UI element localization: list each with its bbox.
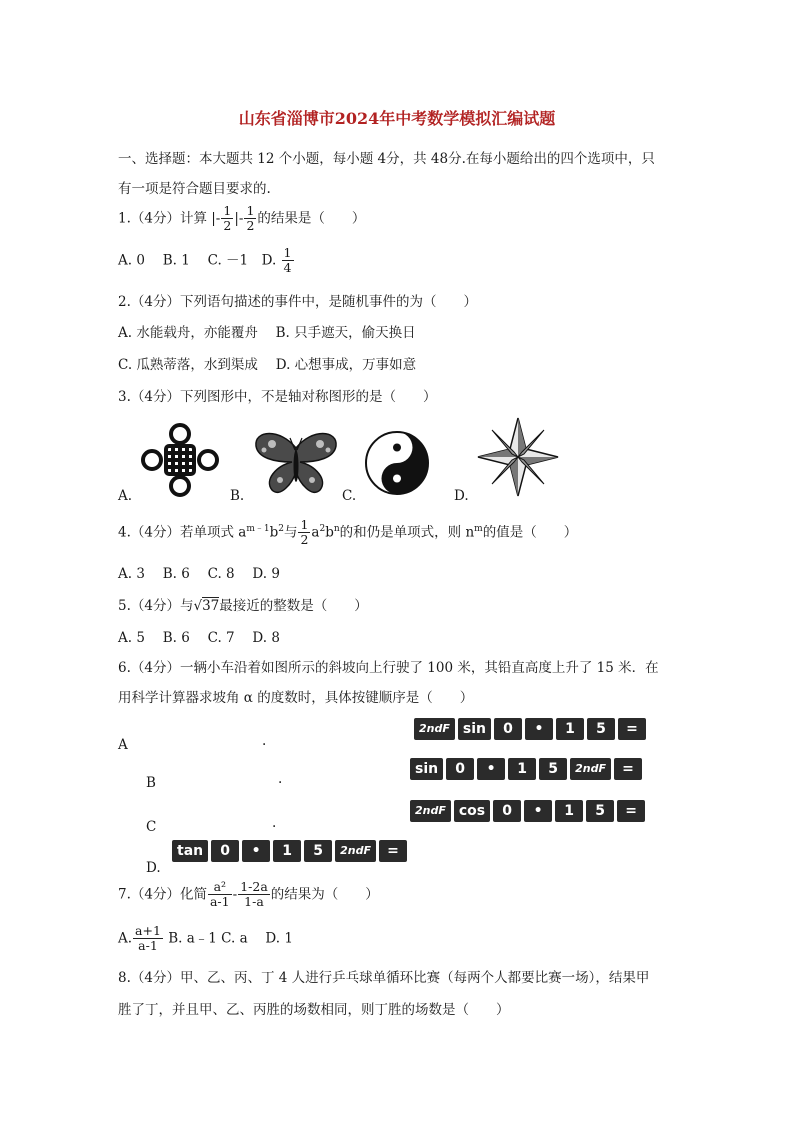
question-2: 2.（4分）下列语句描述的事件中，是随机事件的为（ ） — [118, 294, 477, 310]
chinese-knot-figure — [140, 422, 220, 498]
section-intro-line2: 有一项是符合题目要求的. — [118, 181, 271, 197]
key-sequence-b — [410, 758, 645, 780]
q1-fraction-1: $\frac{1}{2}$ — [223, 203, 232, 234]
key-dot: • — [477, 758, 505, 780]
q6-label-b: B — [146, 775, 156, 791]
q6-dot-a: . — [262, 733, 267, 749]
compass-star-figure — [476, 416, 560, 498]
q2-options-ab: A. 水能载舟，亦能覆舟 B. 只手遮天，偷天换日 — [118, 325, 416, 341]
key-5: 5 — [587, 718, 615, 740]
q4-fraction: $\frac{1}{2}$ — [300, 517, 309, 548]
q1-mid: |- — [234, 210, 244, 227]
question-5: 5.（4分）与√37最接近的整数是（ ） — [118, 598, 368, 614]
radicand: 37 — [202, 598, 220, 614]
section-intro-line1: 一、选择题：本大题共 12 个小题，每小题 4分，共 48分.在每小题给出的四个选项中，只 — [118, 151, 655, 167]
q3-label-c: C. — [342, 488, 357, 504]
key-dot: • — [525, 718, 553, 740]
question-8-line1: 8.（4分）甲、乙、丙、丁 4 人进行乒乓球单循环比赛（每两个人都要比赛一场），结果甲 — [118, 970, 650, 986]
sqrt-sign: √ — [193, 598, 203, 614]
question-8-line2: 胜了丁，并且甲、乙、丙胜的场数相同，则丁胜的场数是（ ） — [118, 1002, 510, 1018]
question-7: 7.（4分）化简 $\frac{\text{a²}}{a-1}$ - $\frac{1-2a}{1-a}$ 的结果为（ ） — [118, 879, 379, 910]
key-sin: sin — [458, 718, 491, 740]
key-1: 1 — [508, 758, 536, 780]
key-1: 1 — [273, 840, 301, 862]
q3-label-b: B. — [230, 488, 245, 504]
key-tan: tan — [172, 840, 208, 862]
key-equals: = — [379, 840, 407, 862]
key-5: 5 — [304, 840, 332, 862]
q6-label-c: C — [146, 819, 157, 835]
q6-label-a: A — [118, 737, 128, 753]
q7-option-a-fraction: $\frac{a+1}{a-1}$ — [135, 923, 161, 954]
key-1: 1 — [555, 800, 583, 822]
key-5: 5 — [539, 758, 567, 780]
q6-dot-b: . — [278, 771, 283, 787]
q7-fraction-1: $\frac{\text{a²}}{a-1}$ — [209, 879, 230, 910]
q3-label-a: A. — [118, 488, 133, 504]
key-1: 1 — [556, 718, 584, 740]
q7-options: A. $\frac{a+1}{a-1}$ B. a﹣1 C. a D. 1 — [118, 923, 293, 954]
page-title: 山东省淄博市2024年中考数学模拟汇编试题 — [238, 109, 556, 128]
q6-dot-c: . — [272, 815, 277, 831]
key-sequence-a — [414, 718, 649, 740]
key-5: 5 — [586, 800, 614, 822]
q1-suffix: 的结果是（ ） — [257, 210, 366, 227]
question-1 — [118, 204, 365, 234]
key-2ndf: 2ndF — [335, 840, 376, 862]
question-3: 3.（4分）下列图形中，不是轴对称图形的是（ ） — [118, 389, 437, 405]
key-equals: = — [617, 800, 645, 822]
key-2ndf: 2ndF — [410, 800, 451, 822]
q1-options-text: A. 0 B. 1 C. －1 D. — [118, 252, 277, 269]
q4-options: A. 3 B. 6 C. 8 D. 9 — [118, 566, 280, 582]
key-equals: = — [618, 718, 646, 740]
q7-fraction-2: $\frac{1-2a}{1-a}$ — [240, 879, 268, 910]
q2-options-cd: C. 瓜熟蒂落，水到渠成 D. 心想事成，万事如意 — [118, 357, 417, 373]
q6-label-d: D. — [146, 860, 161, 876]
q1-prefix: 1.（4分）计算 |- — [118, 210, 221, 227]
key-0: 0 — [211, 840, 239, 862]
key-sequence-d — [172, 840, 410, 862]
q5-options: A. 5 B. 6 C. 7 D. 8 — [118, 630, 280, 646]
key-sin: sin — [410, 758, 443, 780]
key-sequence-c — [410, 800, 648, 822]
key-0: 0 — [494, 718, 522, 740]
question-6-line2: 用科学计算器求坡角 α 的度数时，具体按键顺序是（ ） — [118, 690, 474, 706]
key-0: 0 — [446, 758, 474, 780]
q3-label-d: D. — [454, 488, 469, 504]
key-equals: = — [614, 758, 642, 780]
key-2ndf: 2ndF — [414, 718, 455, 740]
q1-option-d-fraction: $\frac{1}{4}$ — [283, 245, 292, 276]
butterfly-figure — [250, 428, 342, 500]
q1-fraction-2: $\frac{1}{2}$ — [246, 203, 255, 234]
key-dot: • — [242, 840, 270, 862]
yin-yang-figure — [364, 430, 430, 496]
question-4: 4.（4分）若单项式 $a^{m﹣1}b^2$与 $\frac{1}{2}$ $a^2b^n$的和仍是单项式，则 $n^m$的值是（ ） — [118, 517, 578, 548]
key-2ndf: 2ndF — [570, 758, 611, 780]
key-dot: • — [524, 800, 552, 822]
question-6-line1: 6.（4分）一辆小车沿着如图所示的斜坡向上行驶了 100 米，其铅直高度上升了 15 米．在 — [118, 660, 659, 676]
key-cos: cos — [454, 800, 490, 822]
key-0: 0 — [493, 800, 521, 822]
q1-options — [118, 246, 295, 276]
